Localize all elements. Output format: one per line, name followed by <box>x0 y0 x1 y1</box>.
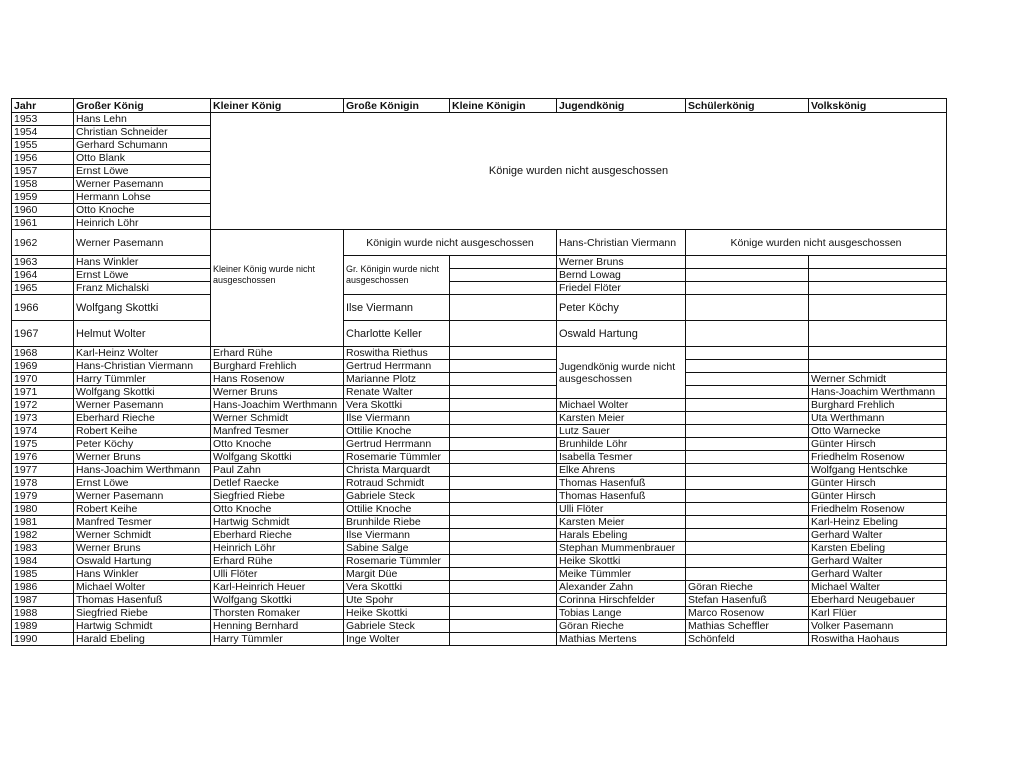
cell-kleiner-koenig: Detlef Raecke <box>211 477 344 490</box>
cell-kleiner-koenig: Eberhard Rieche <box>211 529 344 542</box>
cell-jahr: 1975 <box>12 438 74 451</box>
table-row <box>12 113 947 126</box>
cell-grosser-koenig: Manfred Tesmer <box>74 516 211 529</box>
note-kleiner-koenig-nicht <box>211 230 344 347</box>
note-koenige-nicht-ausgeschossen: Könige wurden nicht ausgeschossen <box>211 113 947 230</box>
cell-jahr: 1959 <box>12 191 74 204</box>
cell-jahr: 1980 <box>12 503 74 516</box>
cell-jahr: 1957 <box>12 165 74 178</box>
cell-schuelerkoenig <box>686 477 809 490</box>
table-row <box>12 542 947 555</box>
cell-grosse-koenigin: Gertrud Herrmann <box>344 438 450 451</box>
cell-schuelerkoenig <box>686 490 809 503</box>
cell-kleine-koenigin <box>450 438 557 451</box>
cell-grosser-koenig: Werner Pasemann <box>74 178 211 191</box>
cell-kleine-koenigin <box>450 503 557 516</box>
cell-jahr: 1981 <box>12 516 74 529</box>
cell-grosser-koenig: Ernst Löwe <box>74 269 211 282</box>
cell-volkskoenig: Günter Hirsch <box>809 477 947 490</box>
cell-kleiner-koenig: Siegfried Riebe <box>211 490 344 503</box>
cell-schuelerkoenig <box>686 321 809 347</box>
cell-kleine-koenigin <box>450 373 557 386</box>
cell-kleine-koenigin <box>450 542 557 555</box>
cell-volkskoenig: Volker Pasemann <box>809 620 947 633</box>
cell-grosse-koenigin: Rotraud Schmidt <box>344 477 450 490</box>
cell-jahr: 1965 <box>12 282 74 295</box>
cell-grosser-koenig: Hartwig Schmidt <box>74 620 211 633</box>
cell-jahr: 1982 <box>12 529 74 542</box>
table-row <box>12 620 947 633</box>
cell-schuelerkoenig <box>686 295 809 321</box>
cell-schuelerkoenig <box>686 438 809 451</box>
cell-grosse-koenigin: Roswitha Riethus <box>344 347 450 360</box>
cell-schuelerkoenig: Schönfeld <box>686 633 809 646</box>
cell-volkskoenig: Hans-Joachim Werthmann <box>809 386 947 399</box>
cell-jahr: 1983 <box>12 542 74 555</box>
cell-kleine-koenigin <box>450 620 557 633</box>
cell-schuelerkoenig <box>686 555 809 568</box>
table-row <box>12 282 947 295</box>
cell-schuelerkoenig <box>686 256 809 269</box>
cell-volkskoenig: Friedhelm Rosenow <box>809 451 947 464</box>
cell-kleine-koenigin <box>450 295 557 321</box>
cell-jahr: 1978 <box>12 477 74 490</box>
cell-volkskoenig: Michael Walter <box>809 581 947 594</box>
cell-jahr: 1989 <box>12 620 74 633</box>
table-row <box>12 451 947 464</box>
cell-jugendkoenig: Mathias Mertens <box>557 633 686 646</box>
cell-grosser-koenig: Michael Wolter <box>74 581 211 594</box>
table-row <box>12 347 947 360</box>
cell-grosse-koenigin: Rosemarie Tümmler <box>344 451 450 464</box>
cell-grosser-koenig: Helmut Wolter <box>74 321 211 347</box>
cell-volkskoenig: Günter Hirsch <box>809 438 947 451</box>
cell-kleine-koenigin <box>450 269 557 282</box>
cell-volkskoenig: Eberhard Neugebauer <box>809 594 947 607</box>
note-koenige-nicht-ausgeschossen-1962: Könige wurden nicht ausgeschossen <box>686 230 947 256</box>
cell-grosse-koenigin: Ottilie Knoche <box>344 425 450 438</box>
cell-kleiner-koenig: Manfred Tesmer <box>211 425 344 438</box>
table-row <box>12 633 947 646</box>
cell-kleine-koenigin <box>450 412 557 425</box>
note-kleiner-koenig-text: Kleiner König wurde nicht ausgeschossen <box>213 264 316 285</box>
cell-jugendkoenig: Werner Bruns <box>557 256 686 269</box>
header-grosse-koenigin: Große Königin <box>344 99 450 113</box>
cell-jugendkoenig: Stephan Mummenbrauer <box>557 542 686 555</box>
table-row <box>12 568 947 581</box>
cell-jahr: 1966 <box>12 295 74 321</box>
cell-volkskoenig <box>809 269 947 282</box>
cell-kleine-koenigin <box>450 451 557 464</box>
cell-jahr: 1986 <box>12 581 74 594</box>
cell-kleiner-koenig: Otto Knoche <box>211 438 344 451</box>
cell-kleine-koenigin <box>450 633 557 646</box>
cell-grosser-koenig: Hans-Christian Viermann <box>74 360 211 373</box>
cell-kleine-koenigin <box>450 516 557 529</box>
cell-grosser-koenig: Otto Blank <box>74 152 211 165</box>
cell-schuelerkoenig <box>686 399 809 412</box>
cell-jugendkoenig: Alexander Zahn <box>557 581 686 594</box>
cell-schuelerkoenig <box>686 464 809 477</box>
cell-jahr: 1967 <box>12 321 74 347</box>
cell-jugendkoenig: Bernd Lowag <box>557 269 686 282</box>
cell-kleiner-koenig: Hans Rosenow <box>211 373 344 386</box>
cell-kleiner-koenig: Thorsten Romaker <box>211 607 344 620</box>
cell-schuelerkoenig <box>686 516 809 529</box>
cell-jahr: 1977 <box>12 464 74 477</box>
cell-kleiner-koenig: Henning Bernhard <box>211 620 344 633</box>
cell-kleine-koenigin <box>450 529 557 542</box>
cell-grosser-koenig: Eberhard Rieche <box>74 412 211 425</box>
cell-jugendkoenig: Oswald Hartung <box>557 321 686 347</box>
cell-volkskoenig <box>809 321 947 347</box>
cell-grosse-koenigin: Ilse Viermann <box>344 412 450 425</box>
table-row <box>12 516 947 529</box>
cell-grosse-koenigin: Vera Skottki <box>344 399 450 412</box>
note-gr-koenigin-nicht: Gr. Königin wurde nicht ausgeschossen <box>344 256 450 295</box>
cell-grosser-koenig: Heinrich Löhr <box>74 217 211 230</box>
cell-kleine-koenigin <box>450 594 557 607</box>
cell-jugendkoenig: Tobias Lange <box>557 607 686 620</box>
cell-schuelerkoenig <box>686 412 809 425</box>
cell-grosser-koenig: Harry Tümmler <box>74 373 211 386</box>
cell-kleine-koenigin <box>450 477 557 490</box>
cell-grosser-koenig: Harald Ebeling <box>74 633 211 646</box>
header-row <box>12 99 947 113</box>
cell-jahr: 1970 <box>12 373 74 386</box>
cell-kleiner-koenig: Harry Tümmler <box>211 633 344 646</box>
cell-schuelerkoenig <box>686 568 809 581</box>
cell-jugendkoenig: Harals Ebeling <box>557 529 686 542</box>
cell-jahr: 1973 <box>12 412 74 425</box>
cell-grosser-koenig: Ernst Löwe <box>74 477 211 490</box>
cell-kleiner-koenig: Erhard Rühe <box>211 555 344 568</box>
cell-jugendkoenig: Friedel Flöter <box>557 282 686 295</box>
cell-kleine-koenigin <box>450 360 557 373</box>
table-row <box>12 594 947 607</box>
table-row <box>12 529 947 542</box>
cell-jugendkoenig: Karsten Meier <box>557 412 686 425</box>
cell-grosser-koenig: Werner Schmidt <box>74 529 211 542</box>
header-schuelerkoenig: Schülerkönig <box>686 99 809 113</box>
cell-volkskoenig: Gerhard Walter <box>809 555 947 568</box>
note-koenigin-nicht-ausgeschossen: Königin wurde nicht ausgeschossen <box>344 230 557 256</box>
cell-kleiner-koenig: Karl-Heinrich Heuer <box>211 581 344 594</box>
cell-volkskoenig <box>809 256 947 269</box>
cell-grosser-koenig: Christian Schneider <box>74 126 211 139</box>
cell-kleine-koenigin <box>450 347 557 360</box>
cell-schuelerkoenig <box>686 529 809 542</box>
cell-schuelerkoenig <box>686 269 809 282</box>
cell-volkskoenig: Wolfgang Hentschke <box>809 464 947 477</box>
cell-grosser-koenig: Hans Winkler <box>74 256 211 269</box>
cell-schuelerkoenig <box>686 451 809 464</box>
cell-grosser-koenig: Werner Bruns <box>74 542 211 555</box>
cell-jahr: 1963 <box>12 256 74 269</box>
cell-kleine-koenigin <box>450 464 557 477</box>
cell-jugendkoenig: Thomas Hasenfuß <box>557 490 686 503</box>
cell-grosser-koenig: Hans Lehn <box>74 113 211 126</box>
cell-jahr: 1955 <box>12 139 74 152</box>
cell-grosser-koenig: Peter Köchy <box>74 438 211 451</box>
cell-jahr: 1956 <box>12 152 74 165</box>
header-kleine-koenigin: Kleine Königin <box>450 99 557 113</box>
cell-volkskoenig: Gerhard Walter <box>809 568 947 581</box>
cell-grosse-koenigin: Marianne Plotz <box>344 373 450 386</box>
cell-schuelerkoenig <box>686 282 809 295</box>
cell-jugendkoenig: Hans-Christian Viermann <box>557 230 686 256</box>
cell-jahr: 1962 <box>12 230 74 256</box>
cell-kleine-koenigin <box>450 386 557 399</box>
cell-jugendkoenig: Thomas Hasenfuß <box>557 477 686 490</box>
cell-kleine-koenigin <box>450 256 557 269</box>
cell-kleine-koenigin <box>450 607 557 620</box>
cell-jahr: 1960 <box>12 204 74 217</box>
cell-volkskoenig: Burghard Frehlich <box>809 399 947 412</box>
cell-volkskoenig: Karsten Ebeling <box>809 542 947 555</box>
cell-schuelerkoenig: Göran Rieche <box>686 581 809 594</box>
cell-kleiner-koenig: Heinrich Löhr <box>211 542 344 555</box>
cell-volkskoenig <box>809 360 947 373</box>
cell-jahr: 1985 <box>12 568 74 581</box>
cell-jugendkoenig: Lutz Sauer <box>557 425 686 438</box>
header-jahr: Jahr <box>12 99 74 113</box>
cell-schuelerkoenig <box>686 360 809 373</box>
cell-schuelerkoenig <box>686 386 809 399</box>
table-row <box>12 230 947 256</box>
cell-grosse-koenigin: Ilse Viermann <box>344 295 450 321</box>
cell-grosser-koenig: Otto Knoche <box>74 204 211 217</box>
header-jugendkoenig: Jugendkönig <box>557 99 686 113</box>
table-row <box>12 256 947 269</box>
table-row <box>12 321 947 347</box>
cell-jugendkoenig: Corinna Hirschfelder <box>557 594 686 607</box>
cell-grosser-koenig: Hans-Joachim Werthmann <box>74 464 211 477</box>
cell-kleiner-koenig: Wolfgang Skottki <box>211 451 344 464</box>
cell-schuelerkoenig <box>686 373 809 386</box>
cell-grosse-koenigin: Gabriele Steck <box>344 620 450 633</box>
cell-volkskoenig: Werner Schmidt <box>809 373 947 386</box>
cell-grosse-koenigin: Ottilie Knoche <box>344 503 450 516</box>
cell-grosser-koenig: Oswald Hartung <box>74 555 211 568</box>
cell-grosser-koenig: Gerhard Schumann <box>74 139 211 152</box>
table-row <box>12 399 947 412</box>
cell-grosse-koenigin: Rosemarie Tümmler <box>344 555 450 568</box>
cell-jahr: 1984 <box>12 555 74 568</box>
cell-volkskoenig <box>809 295 947 321</box>
cell-kleiner-koenig: Otto Knoche <box>211 503 344 516</box>
cell-jahr: 1976 <box>12 451 74 464</box>
cell-jahr: 1969 <box>12 360 74 373</box>
cell-jahr: 1979 <box>12 490 74 503</box>
cell-schuelerkoenig <box>686 347 809 360</box>
cell-grosser-koenig: Werner Pasemann <box>74 490 211 503</box>
table-row <box>12 503 947 516</box>
table-row <box>12 581 947 594</box>
cell-grosser-koenig: Thomas Hasenfuß <box>74 594 211 607</box>
cell-grosse-koenigin: Inge Wolter <box>344 633 450 646</box>
cell-kleine-koenigin <box>450 555 557 568</box>
cell-volkskoenig: Karl-Heinz Ebeling <box>809 516 947 529</box>
cell-jugendkoenig: Karsten Meier <box>557 516 686 529</box>
cell-jahr: 1988 <box>12 607 74 620</box>
cell-grosser-koenig: Ernst Löwe <box>74 165 211 178</box>
cell-grosse-koenigin: Vera Skottki <box>344 581 450 594</box>
cell-kleine-koenigin <box>450 568 557 581</box>
cell-jahr: 1958 <box>12 178 74 191</box>
table-row <box>12 295 947 321</box>
cell-volkskoenig: Günter Hirsch <box>809 490 947 503</box>
cell-jahr: 1954 <box>12 126 74 139</box>
cell-grosse-koenigin: Ilse Viermann <box>344 529 450 542</box>
table-row <box>12 360 947 373</box>
cell-grosse-koenigin: Heike Skottki <box>344 607 450 620</box>
cell-jugendkoenig: Göran Rieche <box>557 620 686 633</box>
cell-kleine-koenigin <box>450 282 557 295</box>
cell-grosser-koenig: Wolfgang Skottki <box>74 386 211 399</box>
cell-volkskoenig <box>809 347 947 360</box>
cell-kleiner-koenig: Hans-Joachim Werthmann <box>211 399 344 412</box>
cell-schuelerkoenig <box>686 542 809 555</box>
cell-jahr: 1968 <box>12 347 74 360</box>
cell-jugendkoenig: Meike Tümmler <box>557 568 686 581</box>
cell-schuelerkoenig <box>686 503 809 516</box>
header-kleiner-koenig: Kleiner König <box>211 99 344 113</box>
cell-kleiner-koenig: Werner Bruns <box>211 386 344 399</box>
cell-volkskoenig: Gerhard Walter <box>809 529 947 542</box>
header-grosser-koenig: Großer König <box>74 99 211 113</box>
cell-jahr: 1972 <box>12 399 74 412</box>
cell-kleine-koenigin <box>450 425 557 438</box>
table-row <box>12 464 947 477</box>
cell-grosse-koenigin: Margit Düe <box>344 568 450 581</box>
cell-schuelerkoenig: Stefan Hasenfuß <box>686 594 809 607</box>
cell-grosser-koenig: Hermann Lohse <box>74 191 211 204</box>
cell-volkskoenig <box>809 282 947 295</box>
table-row <box>12 386 947 399</box>
cell-kleine-koenigin <box>450 581 557 594</box>
cell-grosser-koenig: Franz Michalski <box>74 282 211 295</box>
cell-jugendkoenig: Michael Wolter <box>557 399 686 412</box>
cell-volkskoenig: Uta Werthmann <box>809 412 947 425</box>
cell-grosse-koenigin: Brunhilde Riebe <box>344 516 450 529</box>
cell-volkskoenig: Karl Flüer <box>809 607 947 620</box>
cell-kleiner-koenig: Erhard Rühe <box>211 347 344 360</box>
cell-grosser-koenig: Hans Winkler <box>74 568 211 581</box>
cell-grosser-koenig: Robert Keihe <box>74 425 211 438</box>
cell-kleiner-koenig: Burghard Frehlich <box>211 360 344 373</box>
header-volkskoenig: Volkskönig <box>809 99 947 113</box>
cell-grosser-koenig: Wolfgang Skottki <box>74 295 211 321</box>
cell-jugendkoenig: Heike Skottki <box>557 555 686 568</box>
cell-kleiner-koenig: Werner Schmidt <box>211 412 344 425</box>
cell-grosser-koenig: Werner Bruns <box>74 451 211 464</box>
cell-jugendkoenig: Isabella Tesmer <box>557 451 686 464</box>
cell-grosse-koenigin: Sabine Salge <box>344 542 450 555</box>
cell-grosser-koenig: Siegfried Riebe <box>74 607 211 620</box>
table-row <box>12 425 947 438</box>
cell-jugendkoenig: Brunhilde Löhr <box>557 438 686 451</box>
koenige-table <box>11 98 947 646</box>
cell-jahr: 1974 <box>12 425 74 438</box>
note-jugendkoenig-nicht: Jugendkönig wurde nicht ausgeschossen <box>557 347 686 399</box>
cell-grosser-koenig: Robert Keihe <box>74 503 211 516</box>
cell-volkskoenig: Friedhelm Rosenow <box>809 503 947 516</box>
cell-schuelerkoenig: Marco Rosenow <box>686 607 809 620</box>
cell-kleiner-koenig: Ulli Flöter <box>211 568 344 581</box>
cell-jahr: 1961 <box>12 217 74 230</box>
cell-grosse-koenigin: Charlotte Keller <box>344 321 450 347</box>
cell-kleiner-koenig: Paul Zahn <box>211 464 344 477</box>
table-row <box>12 490 947 503</box>
table-row <box>12 269 947 282</box>
cell-volkskoenig: Roswitha Haohaus <box>809 633 947 646</box>
cell-schuelerkoenig: Mathias Scheffler <box>686 620 809 633</box>
cell-grosse-koenigin: Christa Marquardt <box>344 464 450 477</box>
table-row <box>12 412 947 425</box>
cell-jahr: 1964 <box>12 269 74 282</box>
cell-jahr: 1971 <box>12 386 74 399</box>
cell-jahr: 1953 <box>12 113 74 126</box>
cell-jahr: 1987 <box>12 594 74 607</box>
cell-jugendkoenig: Elke Ahrens <box>557 464 686 477</box>
cell-grosse-koenigin: Renate Walter <box>344 386 450 399</box>
cell-kleiner-koenig: Hartwig Schmidt <box>211 516 344 529</box>
cell-grosser-koenig: Werner Pasemann <box>74 230 211 256</box>
cell-kleine-koenigin <box>450 399 557 412</box>
table-row <box>12 438 947 451</box>
table-row <box>12 477 947 490</box>
cell-grosser-koenig: Karl-Heinz Wolter <box>74 347 211 360</box>
cell-jugendkoenig: Peter Köchy <box>557 295 686 321</box>
cell-jahr: 1990 <box>12 633 74 646</box>
cell-grosse-koenigin: Ute Spohr <box>344 594 450 607</box>
table-row <box>12 555 947 568</box>
table-row <box>12 607 947 620</box>
cell-grosse-koenigin: Gertrud Herrmann <box>344 360 450 373</box>
cell-grosse-koenigin: Gabriele Steck <box>344 490 450 503</box>
cell-kleine-koenigin <box>450 490 557 503</box>
cell-kleiner-koenig: Wolfgang Skottki <box>211 594 344 607</box>
cell-grosser-koenig: Werner Pasemann <box>74 399 211 412</box>
cell-volkskoenig: Otto Warnecke <box>809 425 947 438</box>
cell-kleine-koenigin <box>450 321 557 347</box>
cell-jugendkoenig: Ulli Flöter <box>557 503 686 516</box>
table-row <box>12 373 947 386</box>
cell-schuelerkoenig <box>686 425 809 438</box>
